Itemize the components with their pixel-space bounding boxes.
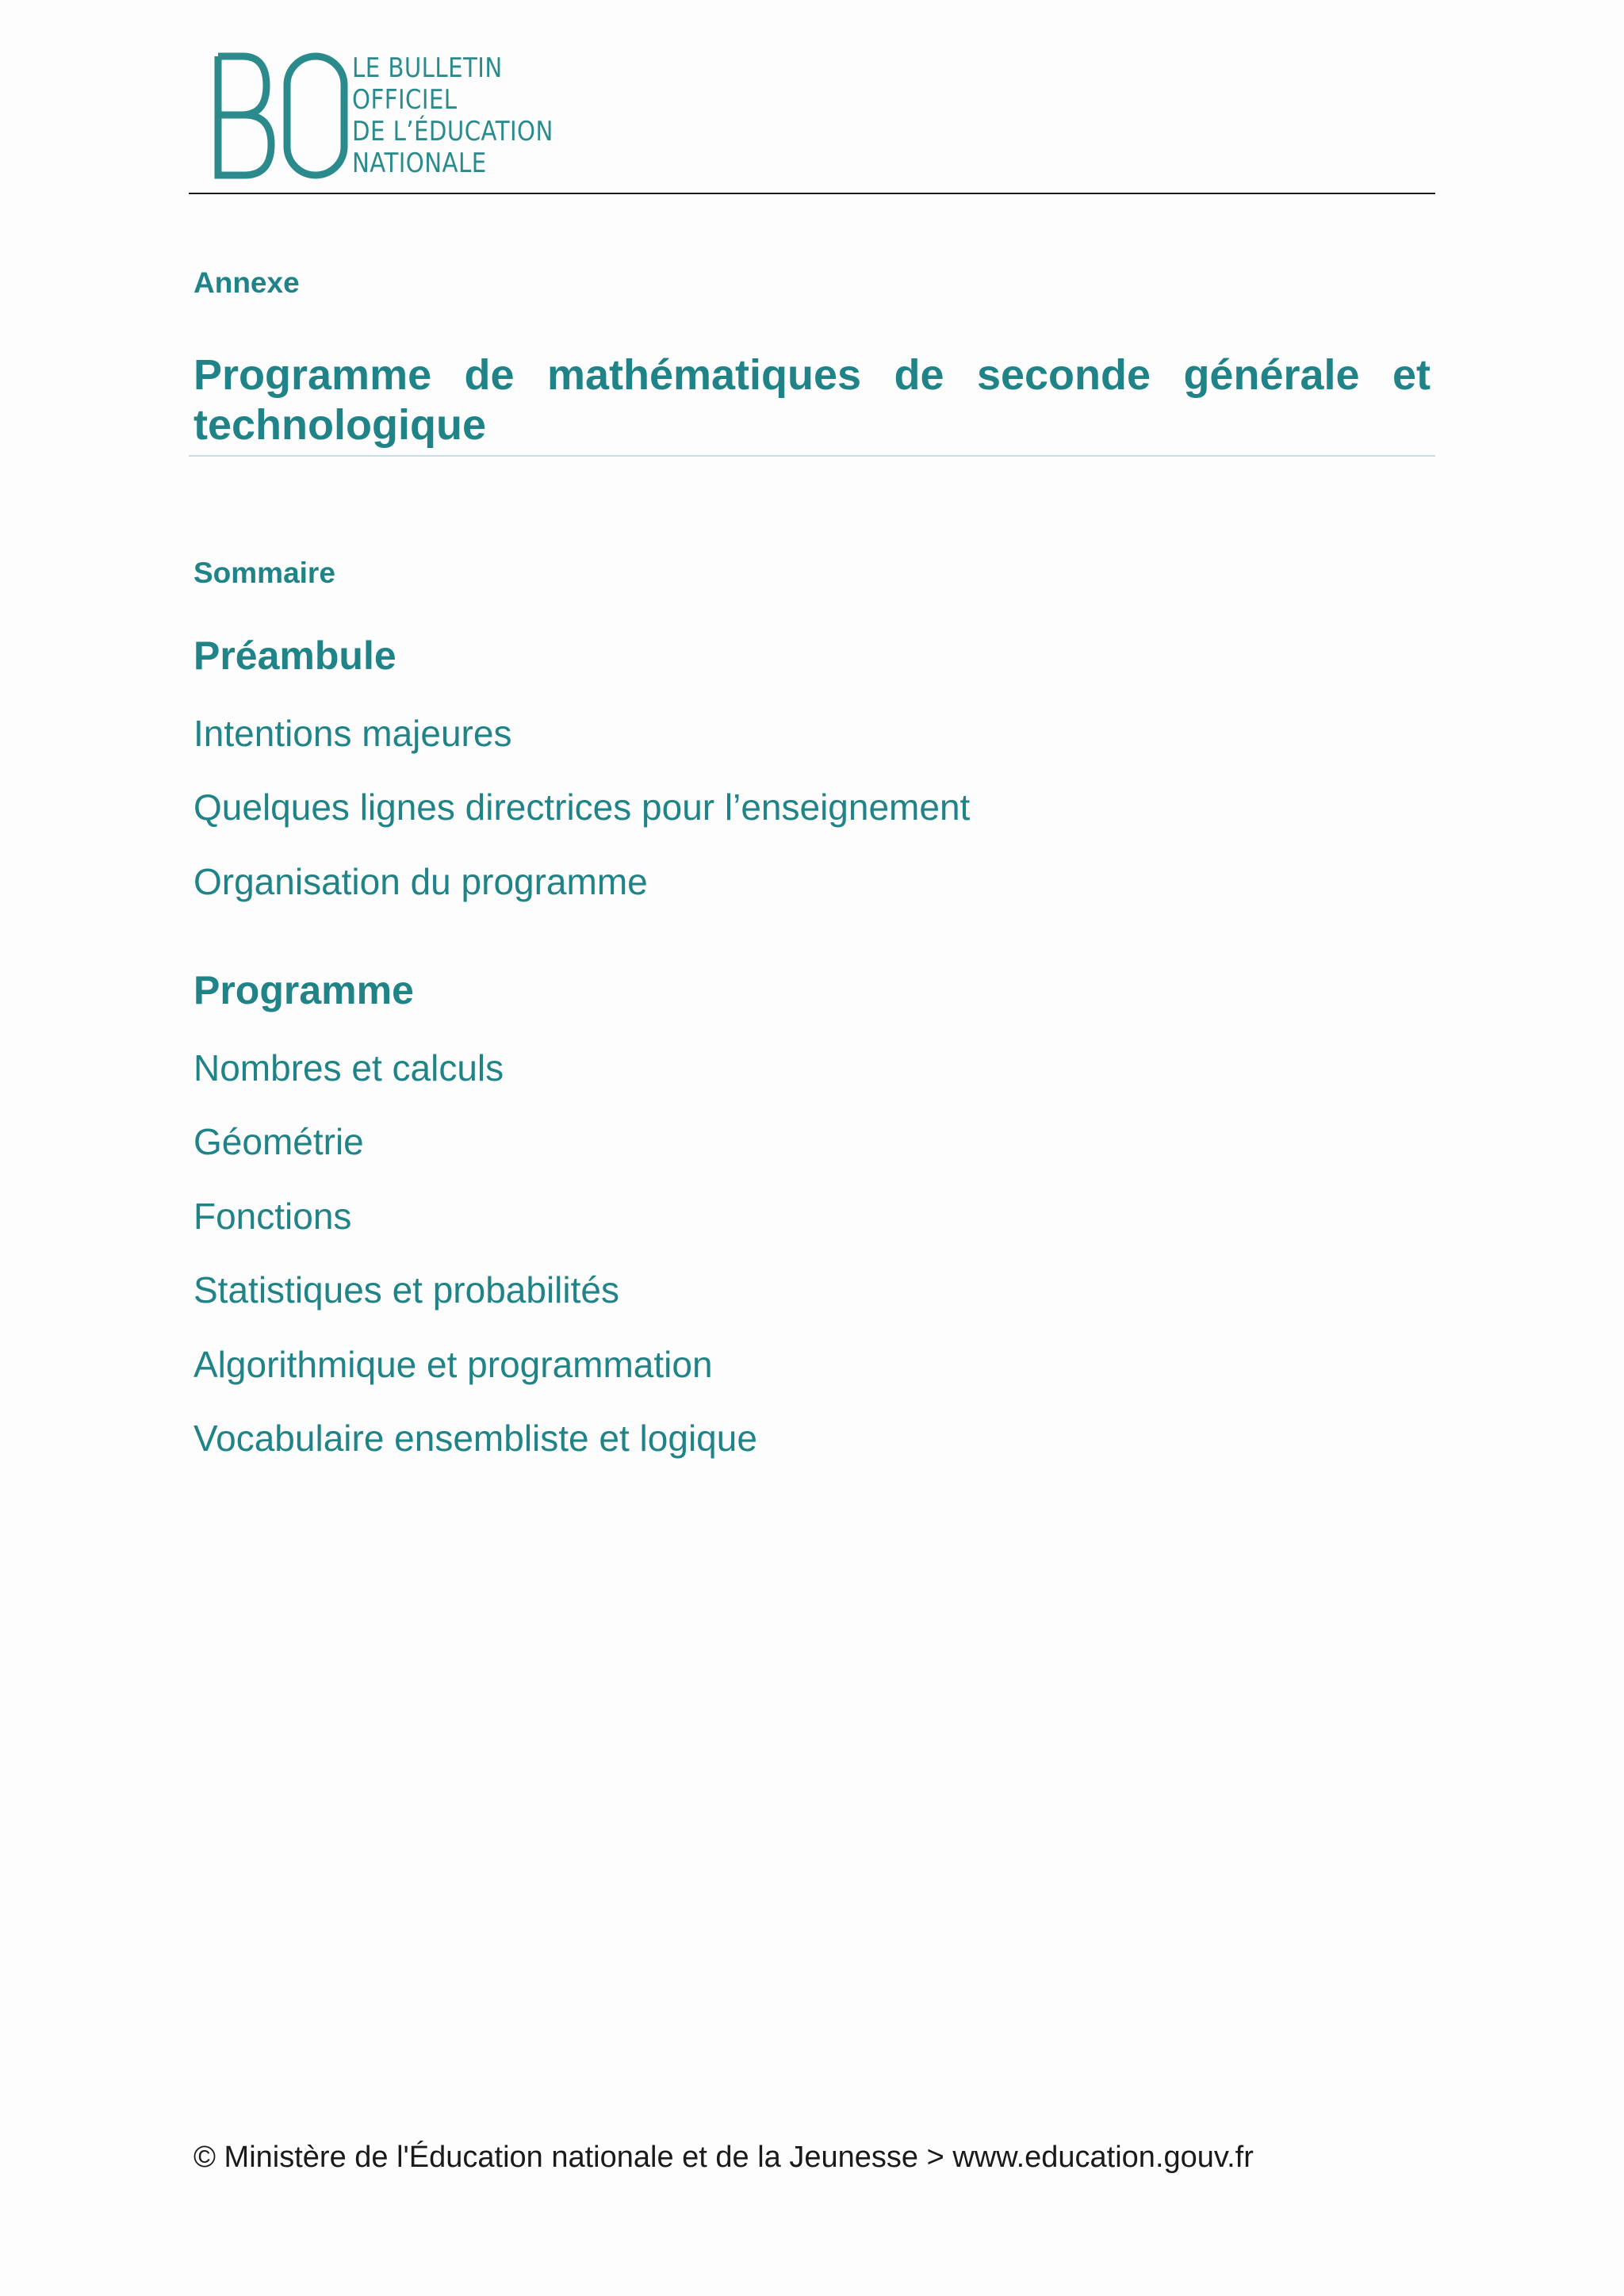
toc-item-algorithmique-programmation[interactable]: Algorithmique et programmation — [193, 1344, 713, 1385]
logo-line-1: LE BULLETIN — [352, 52, 503, 84]
toc-heading-preambule[interactable]: Préambule — [193, 633, 396, 678]
toc-item-lignes-directrices[interactable]: Quelques lignes directrices pour l’enseignement — [193, 786, 971, 828]
bo-logo-letters — [214, 52, 349, 179]
toc-item-nombres-calculs[interactable]: Nombres et calculs — [193, 1047, 504, 1089]
toc-item-geometrie[interactable]: Géométrie — [193, 1121, 364, 1162]
bo-logo — [214, 52, 563, 187]
bo-logo-wordmark — [352, 52, 553, 179]
header-divider — [189, 193, 1435, 194]
logo-line-2: OFFICIEL — [352, 84, 458, 116]
toc-item-statistiques-probabilites[interactable]: Statistiques et probabilités — [193, 1269, 619, 1311]
sommaire-label: Sommaire — [193, 557, 335, 589]
toc-item-fonctions[interactable]: Fonctions — [193, 1196, 352, 1237]
toc-item-vocabulaire-ensembliste[interactable]: Vocabulaire ensembliste et logique — [193, 1418, 757, 1459]
toc-item-organisation-programme[interactable]: Organisation du programme — [193, 861, 648, 902]
logo-line-4: NATIONALE — [352, 147, 487, 179]
toc-heading-programme[interactable]: Programme — [193, 968, 414, 1012]
title-divider — [189, 455, 1435, 457]
toc-item-intentions-majeures[interactable]: Intentions majeures — [193, 713, 512, 754]
document-title: Programme de mathématiques de seconde générale et technologique — [193, 351, 1431, 449]
annexe-label: Annexe — [193, 266, 300, 299]
logo-line-3: DE L’ÉDUCATION — [352, 116, 553, 147]
page-footer: © Ministère de l'Éducation nationale et de la Jeunesse > www.education.gouv.fr — [193, 2141, 1254, 2174]
